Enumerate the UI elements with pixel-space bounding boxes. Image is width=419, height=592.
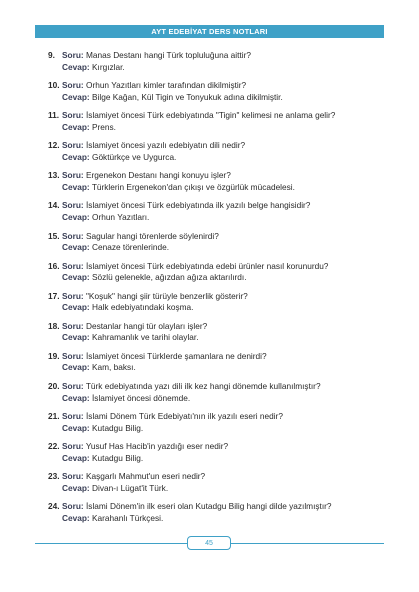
- question-number: 20.: [48, 381, 60, 392]
- answer-text: Divan-ı Lügat'it Türk.: [91, 482, 169, 493]
- question-line: [48, 441, 388, 453]
- answer-line: [48, 212, 388, 224]
- qa-item: [48, 80, 388, 110]
- answer-text: Cenaze törenlerinde.: [91, 242, 170, 253]
- answer-line: [48, 513, 388, 525]
- answer-line: [48, 423, 388, 435]
- header-bar: [35, 25, 384, 38]
- question-label: Soru:: [62, 381, 84, 392]
- question-number: 15.: [48, 230, 60, 241]
- question-text: İslami Dönem Türk Edebiyatı'nın ilk yazılı eseri nedir?: [85, 411, 283, 422]
- qa-item: [48, 351, 388, 381]
- qa-item: [48, 231, 388, 261]
- question-text: "Koşuk" hangi şiir türüyle benzerlik gösterir?: [85, 290, 248, 301]
- question-label: Soru:: [62, 290, 84, 301]
- question-line: [48, 411, 388, 423]
- question-label: Soru:: [62, 80, 84, 91]
- question-text: Sagular hangi törenlerde söylenirdi?: [85, 230, 219, 241]
- question-text: Türk edebiyatında yazı dili ilk kez hangi dönemde kullanılmıştır?: [85, 381, 321, 392]
- answer-line: [48, 362, 388, 374]
- question-text: İslamiyet öncesi Türk edebiyatında ilk yazılı belge hangisidir?: [85, 200, 311, 211]
- answer-line: [48, 182, 388, 194]
- qa-item: [48, 261, 388, 291]
- question-label: Soru:: [62, 441, 84, 452]
- question-label: Soru:: [62, 170, 84, 181]
- qa-item: [48, 110, 388, 140]
- question-label: Soru:: [62, 200, 84, 211]
- question-number: 13.: [48, 170, 60, 181]
- question-text: Ergenekon Destanı hangi konuyu işler?: [85, 170, 231, 181]
- question-label: Soru:: [62, 320, 84, 331]
- question-label: Soru:: [62, 110, 84, 121]
- answer-label: Cevap:: [62, 302, 90, 313]
- question-number: 18.: [48, 320, 60, 331]
- question-number: 19.: [48, 350, 60, 361]
- question-number: 10.: [48, 80, 60, 91]
- answer-label: Cevap:: [62, 482, 90, 493]
- answer-text: Karahanlı Türkçesi.: [91, 512, 164, 523]
- answer-label: Cevap:: [62, 452, 90, 463]
- question-text: Yusuf Has Hacib'in yazdığı eser nedir?: [85, 441, 229, 452]
- question-label: Soru:: [62, 350, 84, 361]
- question-number: 22.: [48, 441, 60, 452]
- answer-text: Orhun Yazıtları.: [91, 211, 150, 222]
- question-text: İslamiyet öncesi Türklerde şamanlara ne denirdi?: [85, 350, 267, 361]
- question-label: Soru:: [62, 411, 84, 422]
- qa-item: [48, 321, 388, 351]
- answer-line: [48, 483, 388, 495]
- answer-text: Sözlü gelenekle, ağızdan ağıza aktarılırdı.: [91, 272, 247, 283]
- answer-text: Kutadgu Bilig.: [91, 452, 144, 463]
- answer-label: Cevap:: [62, 392, 90, 403]
- question-text: Manas Destanı hangi Türk topluluğuna aittir?: [85, 50, 251, 60]
- qa-item: [48, 501, 388, 531]
- question-number: 17.: [48, 290, 60, 301]
- question-line: [48, 140, 388, 152]
- qa-item: [48, 170, 388, 200]
- answer-label: Cevap:: [62, 61, 90, 72]
- answer-label: Cevap:: [62, 181, 90, 192]
- qa-item: [48, 50, 388, 80]
- question-line: [48, 321, 388, 333]
- question-text: İslamiyet öncesi Türk edebiyatında "Tigin" kelimesi ne anlama gelir?: [85, 110, 336, 121]
- question-number: 16.: [48, 260, 60, 271]
- question-line: [48, 381, 388, 393]
- answer-label: Cevap:: [62, 332, 90, 343]
- answer-label: Cevap:: [62, 242, 90, 253]
- answer-line: [48, 332, 388, 344]
- answer-line: [48, 92, 388, 104]
- question-line: [48, 351, 388, 363]
- answer-label: Cevap:: [62, 151, 90, 162]
- answer-line: [48, 393, 388, 405]
- answer-label: Cevap:: [62, 121, 90, 132]
- answer-text: Kam, baksı.: [91, 362, 136, 373]
- qa-item: [48, 291, 388, 321]
- answer-label: Cevap:: [62, 422, 90, 433]
- question-line: [48, 50, 388, 62]
- answer-text: Göktürkçe ve Uygurca.: [91, 151, 177, 162]
- page-header-title: AYT EDEBİYAT DERS NOTLARI: [151, 27, 268, 36]
- answer-line: [48, 242, 388, 254]
- answer-text: Türklerin Ergenekon'dan çıkışı ve özgürlük mücadelesi.: [91, 181, 295, 192]
- answer-text: Bilge Kağan, Kül Tigin ve Tonyukuk adına dikilmiştir.: [91, 91, 283, 102]
- answer-text: Kırgızlar.: [91, 61, 125, 72]
- question-label: Soru:: [62, 501, 84, 512]
- answer-line: [48, 122, 388, 134]
- question-line: [48, 80, 388, 92]
- qa-item: [48, 471, 388, 501]
- question-line: [48, 231, 388, 243]
- qa-list: [48, 50, 388, 532]
- question-number: 21.: [48, 411, 60, 422]
- answer-line: [48, 272, 388, 284]
- question-number: 12.: [48, 140, 60, 151]
- question-label: Soru:: [62, 260, 84, 271]
- answer-label: Cevap:: [62, 512, 90, 523]
- question-label: Soru:: [62, 230, 84, 241]
- answer-text: Prens.: [91, 121, 116, 132]
- question-line: [48, 110, 388, 122]
- question-line: [48, 501, 388, 513]
- question-number: 9.: [48, 50, 55, 60]
- question-label: Soru:: [62, 140, 84, 151]
- question-text: Destanlar hangi tür olayları işler?: [85, 320, 208, 331]
- question-text: İslamiyet öncesi yazılı edebiyatın dili nedir?: [85, 140, 246, 151]
- question-label: Soru:: [62, 50, 84, 60]
- question-text: İslami Dönem'in ilk eseri olan Kutadgu Bilig hangi dilde yazılmıştır?: [85, 501, 332, 512]
- qa-item: [48, 441, 388, 471]
- question-text: Kaşgarlı Mahmut'un eseri nedir?: [85, 471, 206, 482]
- qa-item: [48, 200, 388, 230]
- answer-text: Kutadgu Bilig.: [91, 422, 144, 433]
- qa-item: [48, 381, 388, 411]
- answer-line: [48, 302, 388, 314]
- answer-label: Cevap:: [62, 91, 90, 102]
- question-line: [48, 261, 388, 273]
- question-number: 23.: [48, 471, 60, 482]
- question-label: Soru:: [62, 471, 84, 482]
- answer-line: [48, 62, 388, 74]
- answer-label: Cevap:: [62, 272, 90, 283]
- question-text: Orhun Yazıtları kimler tarafından dikilmiştir?: [85, 80, 247, 91]
- answer-text: Halk edebiyatındaki koşma.: [91, 302, 194, 313]
- page-number-badge: [187, 536, 231, 550]
- answer-text: Kahramanlık ve tarihi olaylar.: [91, 332, 199, 343]
- qa-item: [48, 411, 388, 441]
- question-line: [48, 291, 388, 303]
- question-number: 11.: [48, 110, 60, 121]
- question-line: [48, 170, 388, 182]
- answer-text: İslamiyet öncesi dönemde.: [91, 392, 191, 403]
- question-line: [48, 200, 388, 212]
- question-number: 24.: [48, 501, 60, 512]
- answer-line: [48, 152, 388, 164]
- answer-line: [48, 453, 388, 465]
- answer-label: Cevap:: [62, 211, 90, 222]
- question-line: [48, 471, 388, 483]
- question-number: 14.: [48, 200, 60, 211]
- answer-label: Cevap:: [62, 362, 90, 373]
- page-number: 45: [205, 539, 213, 547]
- question-text: İslamiyet öncesi Türk edebiyatında edebi ürünler nasıl korunurdu?: [85, 260, 329, 271]
- qa-item: [48, 140, 388, 170]
